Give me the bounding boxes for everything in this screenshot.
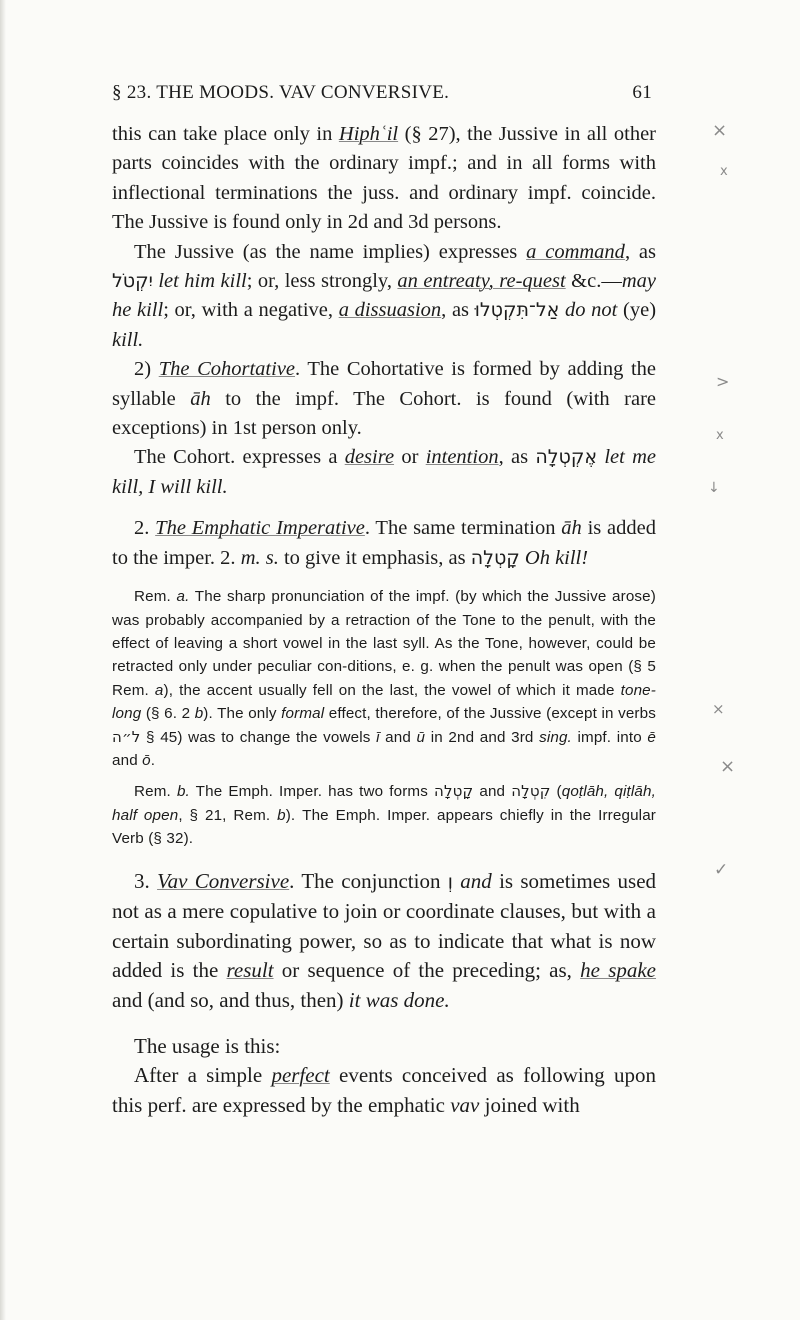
text-run: tone-long (112, 681, 656, 723)
text-run: qoṭlāh, qiṭlāh, half open (112, 783, 656, 824)
paragraph-vav-conversive (112, 867, 656, 1016)
text-run: ; or, less strongly, (246, 270, 398, 293)
text-run: . The same termination (364, 517, 562, 540)
text-run: ō (142, 751, 151, 769)
text-run: . The Cohortative is formed by adding the syllable (112, 358, 656, 410)
text-run: b. (176, 783, 190, 801)
text-run: formal (281, 705, 325, 723)
text-run: b (194, 705, 204, 723)
text-run: and (112, 751, 143, 769)
text-run: or (394, 446, 426, 469)
text-run: ī (376, 728, 380, 746)
hebrew-word: ל״ה (112, 727, 141, 746)
text-run: ū (416, 728, 426, 746)
text-run: (§ 27), the Jussive in all other parts coincides with the ordinary impf.; and in all forms with inflectional terminations the juss. and ordinary impf. coincide. The Jussive is found only in 2d and 3d persons. (112, 123, 657, 234)
page-number: 61 (632, 82, 652, 103)
text-run: , as (498, 446, 536, 469)
text-run: a command (526, 240, 625, 263)
running-title: § 23. THE MOODS. VAV CONVERSIVE. (112, 82, 450, 103)
text-run: ; or, with a negative, (163, 299, 339, 322)
text-run: intention (425, 446, 499, 469)
text-run: Rem. (134, 783, 177, 801)
text-run: § 45) was to change the vowels (140, 728, 377, 746)
pencil-mark: × (712, 120, 728, 141)
text-run: 2) (134, 358, 159, 381)
paragraph-perfect (112, 1061, 656, 1120)
text-run: ), the accent usually fell on the last, the vowel of which it made (163, 681, 621, 699)
text-run: , § 21, Rem. (178, 806, 278, 824)
text-run: (§ 6. 2 (141, 705, 195, 723)
text-run: Vav Conversive (157, 868, 290, 893)
text-run: , as (441, 299, 475, 322)
remark-a (112, 585, 656, 772)
text-run: a. (176, 588, 190, 606)
hebrew-word: קִטְלָה (511, 782, 551, 801)
text-run: . The conjunction (289, 868, 448, 893)
paragraph-usage (112, 1032, 656, 1062)
text-run: ). The only (203, 705, 282, 723)
text-run: b (277, 806, 286, 824)
text-run: impf. into (571, 728, 648, 746)
pencil-mark: ✓ (714, 860, 729, 880)
text-run: 2. (134, 517, 156, 540)
paragraph-cohortative-meaning (112, 443, 656, 502)
hebrew-word: וְ (447, 870, 453, 893)
text-run: joined with (479, 1092, 580, 1117)
pencil-mark: x (720, 164, 728, 179)
pencil-mark: ↓ (708, 480, 720, 496)
running-header (112, 82, 652, 104)
text-run: to give it emphasis, as (278, 546, 471, 569)
paragraph-emphatic-imperative (112, 514, 656, 573)
text-run: is sometimes used not as a mere copulative to join or coordinate clauses, but with a certain subordinating power, so as to indicate that what is now added is the (112, 868, 657, 983)
page-spine-shadow (0, 0, 6, 1320)
text-run: The usage is this: (134, 1033, 281, 1058)
hebrew-word: קָטְלָה (434, 782, 474, 801)
text-run: After a simple (134, 1063, 272, 1088)
text-run: Hiphʿil (338, 123, 399, 145)
text-run: events conceived as following upon this perf. are expressed by the emphatic (112, 1063, 657, 1117)
text-run: let me kill, I will kill. (112, 446, 657, 498)
text-run: an entreaty, re-quest (397, 270, 566, 293)
text-run: a dissuasion (338, 299, 442, 322)
text-run: kill. (112, 328, 144, 351)
text-run: result (226, 958, 274, 983)
text-run: . (150, 751, 156, 769)
text-run: desire (344, 446, 395, 469)
text-run: vav (450, 1092, 480, 1117)
paragraph-jussive-meaning (112, 238, 656, 356)
text-run: The Cohort. expresses a (134, 446, 345, 469)
hebrew-word: קָטְלָה (470, 546, 520, 569)
text-run: may he kill (112, 270, 656, 322)
text-run: (ye) (617, 299, 657, 322)
text-run: to the impf. The Cohort. is found (with rare exceptions) in 1st person only. (112, 387, 656, 440)
text-run: 3. (134, 868, 158, 893)
text-run: perfect (271, 1063, 330, 1088)
text-run: The Jussive (as the name implies) expresses (134, 240, 527, 263)
pencil-margin-marks (680, 0, 800, 1320)
text-run: it was done. (348, 987, 450, 1012)
text-run: &c.— (565, 270, 622, 293)
text-run: Rem. (134, 588, 177, 606)
text-run: ē (647, 728, 657, 746)
text-run: ( (550, 783, 562, 801)
pencil-mark: × (720, 756, 736, 777)
hebrew-word: יִקְטֹל (112, 270, 153, 293)
text-run: sing. (539, 728, 572, 746)
text-run: this can take place only in (112, 123, 339, 145)
text-run: and (473, 783, 512, 801)
text-run: Oh kill! (524, 546, 589, 569)
pencil-mark: × (712, 700, 725, 718)
page-body (112, 120, 656, 1120)
text-run: he spake (580, 958, 657, 983)
text-run: ). The Emph. Imper. appears chiefly in the Irregular Verb (§ 32). (112, 806, 656, 848)
pencil-mark: x (716, 428, 724, 443)
text-run: m. s. (240, 546, 279, 569)
text-run: let him kill (158, 270, 247, 293)
text-run: The Emphatic Imperative (155, 517, 365, 540)
paragraph-jussive-scope (112, 120, 656, 238)
text-run: and (and so, and thus, then) (112, 987, 349, 1012)
text-run: , as (624, 240, 656, 263)
pencil-mark: > (716, 372, 730, 391)
text-run: The sharp pronunciation of the impf. (by which the Jussive arose) was probably accompanied by a retraction of the Tone to the penult, with the effect of leaving a short vowel in the last syll. As the Tone, however, could be retracted only under peculiar con-ditions, e. g. when the penult was open (§ 5 Rem. (112, 588, 656, 699)
text-run: The Cohortative (158, 358, 296, 381)
text-run: and (460, 868, 492, 893)
text-run: a (154, 681, 164, 699)
text-run: The Emph. Imper. has two forms (189, 783, 435, 801)
text-run: āh (190, 387, 211, 410)
text-run: do not (565, 299, 618, 322)
hebrew-word: אַל־תִּקְטְלוּ (474, 299, 560, 322)
paragraph-cohortative (112, 355, 656, 443)
text-run: effect, therefore, of the Jussive (except in verbs (324, 705, 656, 723)
hebrew-word: אֶקְטְלָה (535, 446, 598, 469)
text-run: or sequence of the preceding; as, (273, 958, 581, 983)
text-run: in 2nd and 3rd (425, 728, 540, 746)
remark-b (112, 780, 656, 850)
text-run: and (379, 728, 417, 746)
text-run: āh (561, 517, 582, 540)
text-run: is added to the imper. 2. (112, 517, 657, 569)
